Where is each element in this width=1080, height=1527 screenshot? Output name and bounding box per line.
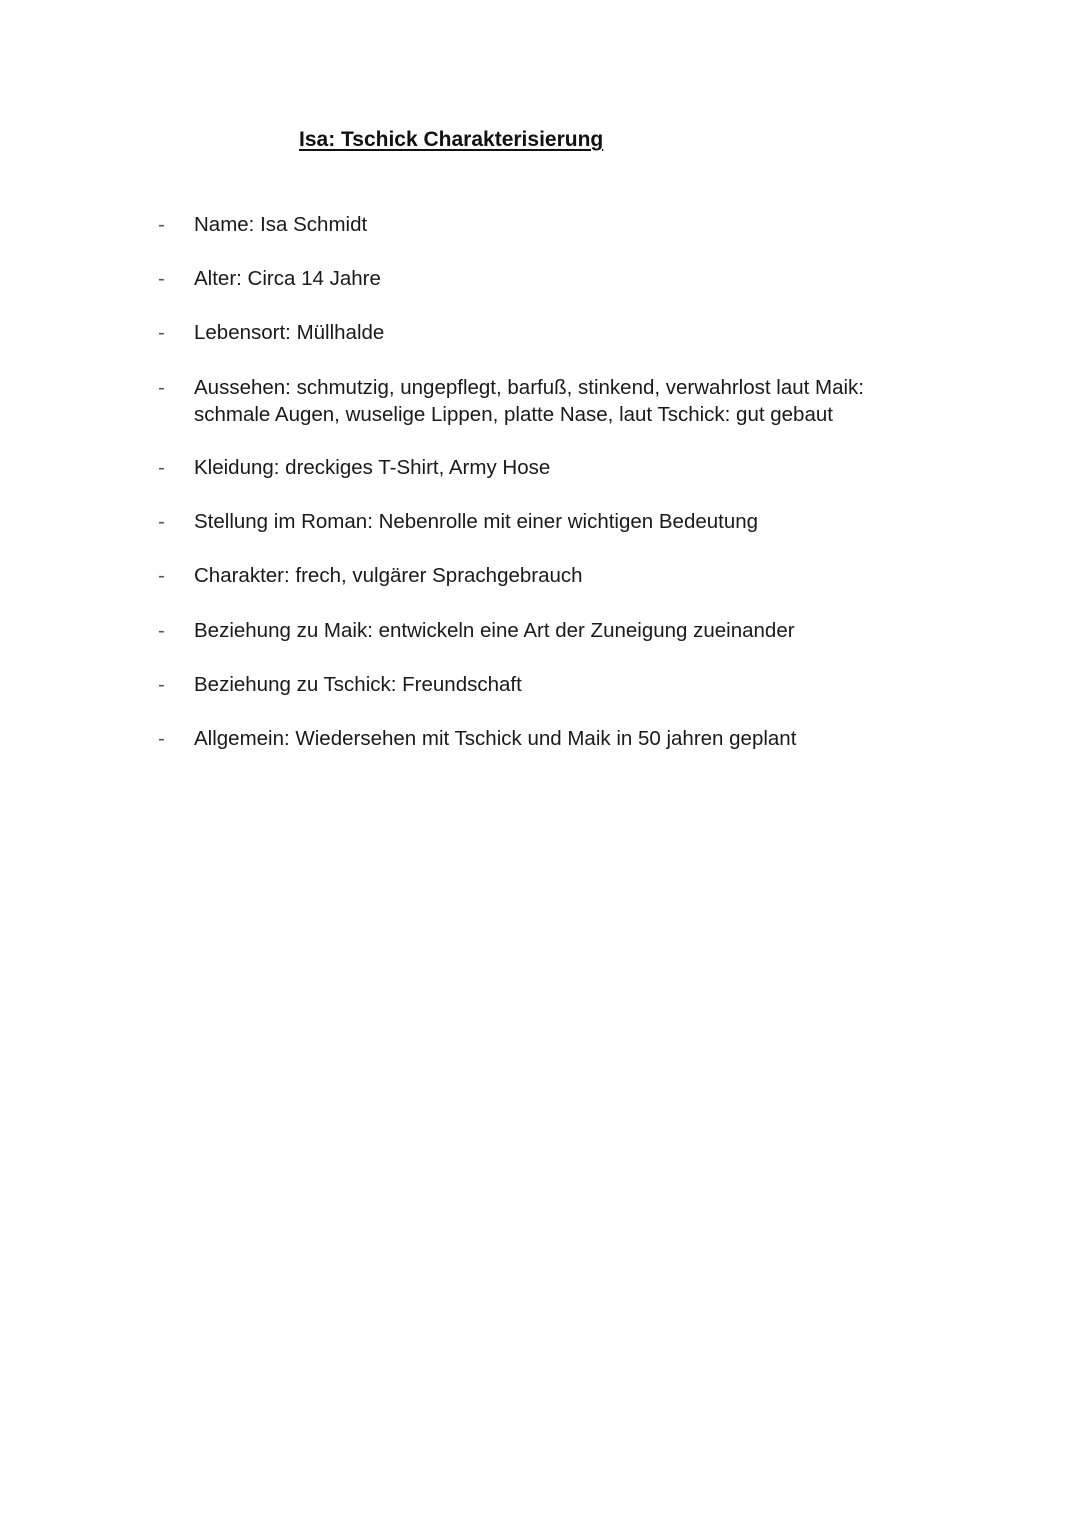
bullet-dash: -: [158, 456, 165, 479]
list-item-line: Lebensort: Müllhalde: [194, 321, 385, 344]
list-item-line: Stellung im Roman: Nebenrolle mit einer wichtigen Bedeutung: [194, 510, 759, 533]
bullet-dash: -: [158, 321, 165, 344]
bullet-dash: -: [158, 376, 165, 399]
list-item-text: [194, 617, 954, 644]
list-item-text: [194, 671, 954, 698]
list-item-text: [194, 319, 954, 346]
list-item-line: Charakter: frech, vulgärer Sprachgebrauch: [194, 564, 583, 587]
list-item-text: [194, 265, 954, 292]
bullet-dash: -: [158, 267, 165, 290]
list-item-line: Beziehung zu Tschick: Freundschaft: [194, 673, 522, 696]
list-item-text: [194, 211, 954, 238]
list-item-line: Name: Isa Schmidt: [194, 213, 368, 236]
list-item-line: Beziehung zu Maik: entwickeln eine Art der Zuneigung zueinander: [194, 619, 795, 642]
list-item-text: [194, 562, 954, 589]
list-item-line: schmale Augen, wuselige Lippen, platte Nase, laut Tschick: gut gebaut: [194, 403, 833, 426]
list-item-text: [194, 725, 954, 752]
bullet-dash: -: [158, 673, 165, 696]
list-item-text: [194, 508, 954, 535]
bullet-dash: -: [158, 564, 165, 587]
bullet-dash: -: [158, 619, 165, 642]
list-item-text: [194, 374, 954, 428]
bullet-dash: -: [158, 510, 165, 533]
list-item-line: Alter: Circa 14 Jahre: [194, 267, 381, 290]
bullet-dash: -: [158, 727, 165, 750]
bullet-dash: -: [158, 213, 165, 236]
list-item-line: Aussehen: schmutzig, ungepflegt, barfuß, stinkend, verwahrlost laut Maik:: [194, 376, 865, 399]
list-item-text: [194, 454, 954, 481]
document-title: Isa: Tschick Charakterisierung: [299, 128, 604, 151]
list-item-line: Kleidung: dreckiges T-Shirt, Army Hose: [194, 456, 551, 479]
list-item-line: Allgemein: Wiedersehen mit Tschick und Maik in 50 jahren geplant: [194, 727, 797, 750]
